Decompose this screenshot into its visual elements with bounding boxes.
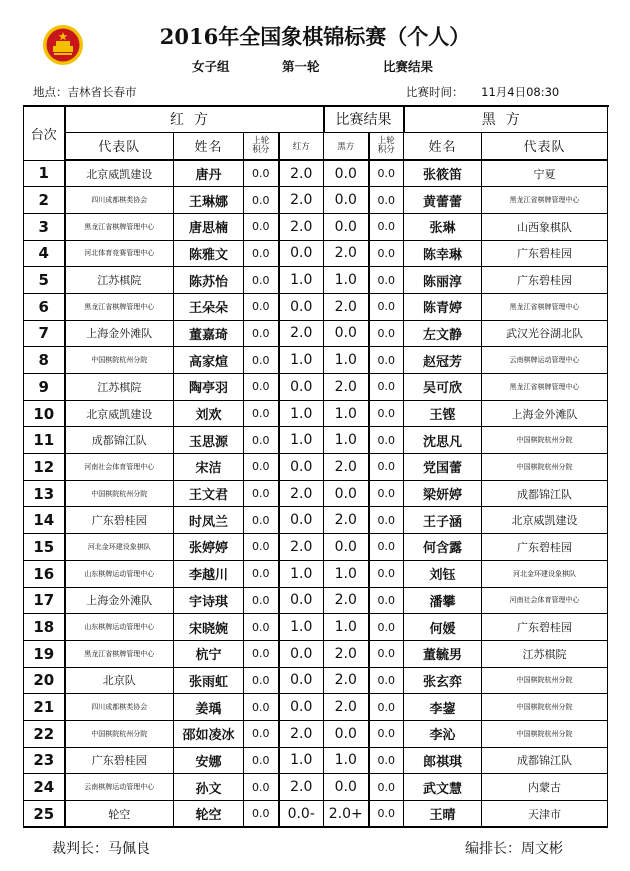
red-player-name: 高家煊 [174, 347, 244, 374]
red-result: 0.0 [279, 374, 324, 401]
red-player-name: 宇诗琪 [174, 587, 244, 614]
black-result: 0.0 [324, 213, 369, 240]
red-player-name: 李越川 [174, 560, 244, 587]
red-prev-score: 0.0 [244, 480, 279, 507]
round-no-header: 台次 [24, 106, 65, 160]
table-row [24, 267, 608, 294]
red-prev-score: 0.0 [244, 667, 279, 694]
black-result: 2.0 [324, 667, 369, 694]
table-row [24, 747, 608, 774]
red-team: 河南社会体育管理中心 [65, 454, 174, 481]
black-team: 河南社会体育管理中心 [482, 587, 608, 614]
table-row [24, 720, 608, 747]
black-player-name: 董毓男 [404, 640, 482, 667]
table-row [24, 160, 608, 187]
table-row [24, 187, 608, 214]
black-prev-score: 0.0 [369, 240, 404, 267]
red-player-name: 张婷婷 [174, 534, 244, 561]
black-prev-score: 0.0 [369, 587, 404, 614]
round-no: 4 [24, 240, 65, 267]
red-team: 四川成都棋类协会 [65, 694, 174, 721]
red-team: 中国棋院杭州分院 [65, 720, 174, 747]
round-no: 13 [24, 480, 65, 507]
red-team: 中国棋院杭州分院 [65, 347, 174, 374]
black-team: 成都锦江队 [482, 480, 608, 507]
black-player-name: 张玄弈 [404, 667, 482, 694]
red-result: 2.0 [279, 213, 324, 240]
black-team: 广东碧桂园 [482, 240, 608, 267]
red-name-header: 姓名 [174, 132, 244, 160]
table-row [24, 614, 608, 641]
black-result: 0.0 [324, 534, 369, 561]
black-prev-score: 0.0 [369, 160, 404, 187]
round-no: 9 [24, 374, 65, 401]
black-player-name: 陈青婷 [404, 293, 482, 320]
red-prev-score: 0.0 [244, 213, 279, 240]
black-prev-score-header: 上轮 积分 [369, 132, 404, 160]
black-result: 2.0 [324, 374, 369, 401]
table-row [24, 213, 608, 240]
red-team: 上海金外滩队 [65, 320, 174, 347]
red-prev-score-header: 上轮 积分 [244, 132, 279, 160]
red-team: 黑龙江省棋牌管理中心 [65, 293, 174, 320]
red-player-name: 邵如凌冰 [174, 720, 244, 747]
table-row [24, 801, 608, 828]
red-player-name: 陈苏怡 [174, 267, 244, 294]
red-team: 黑龙江省棋牌管理中心 [65, 213, 174, 240]
red-prev-score: 0.0 [244, 427, 279, 454]
match-time-label: 比赛时间： [406, 85, 464, 99]
black-team: 上海金外滩队 [482, 400, 608, 427]
black-prev-score: 0.0 [369, 560, 404, 587]
results-table [23, 105, 608, 828]
red-team: 山东棋牌运动管理中心 [65, 614, 174, 641]
red-result: 2.0 [279, 774, 324, 801]
table-row [24, 774, 608, 801]
black-player-name: 陈幸琳 [404, 240, 482, 267]
black-result: 1.0 [324, 400, 369, 427]
red-result: 1.0 [279, 400, 324, 427]
black-player-name: 梁妍婷 [404, 480, 482, 507]
red-prev-score: 0.0 [244, 293, 279, 320]
red-player-name: 陶亭羽 [174, 374, 244, 401]
black-player-name: 郎祺琪 [404, 747, 482, 774]
black-prev-score: 0.0 [369, 480, 404, 507]
black-player-name: 黄蕾蕾 [404, 187, 482, 214]
red-player-name: 张雨虹 [174, 667, 244, 694]
black-prev-score: 0.0 [369, 347, 404, 374]
red-player-name: 杭宁 [174, 640, 244, 667]
black-prev-score: 0.0 [369, 507, 404, 534]
red-team: 上海金外滩队 [65, 587, 174, 614]
red-prev-score: 0.0 [244, 720, 279, 747]
black-team: 成都锦江队 [482, 747, 608, 774]
round-no: 19 [24, 640, 65, 667]
black-result: 2.0 [324, 240, 369, 267]
red-prev-score: 0.0 [244, 694, 279, 721]
red-result: 0.0- [279, 801, 324, 828]
red-team: 河北金环建设象棋队 [65, 534, 174, 561]
round-no: 8 [24, 347, 65, 374]
round-no: 23 [24, 747, 65, 774]
red-prev-score: 0.0 [244, 614, 279, 641]
black-side-header: 黑方 [404, 106, 608, 132]
black-prev-score: 0.0 [369, 454, 404, 481]
red-player-name: 姜瑀 [174, 694, 244, 721]
red-result: 2.0 [279, 160, 324, 187]
round-no: 14 [24, 507, 65, 534]
red-result: 2.0 [279, 187, 324, 214]
result-header: 比赛结果 [324, 106, 404, 132]
round-no: 11 [24, 427, 65, 454]
red-prev-score: 0.0 [244, 774, 279, 801]
red-prev-score: 0.0 [244, 320, 279, 347]
black-team: 河北金环建设象棋队 [482, 560, 608, 587]
black-prev-score: 0.0 [369, 267, 404, 294]
black-result: 1.0 [324, 267, 369, 294]
red-player-name: 轮空 [174, 801, 244, 828]
red-team: 江苏棋院 [65, 267, 174, 294]
round-no: 22 [24, 720, 65, 747]
red-prev-score: 0.0 [244, 160, 279, 187]
black-team: 中国棋院杭州分院 [482, 720, 608, 747]
red-team: 四川成都棋类协会 [65, 187, 174, 214]
black-result: 0.0 [324, 160, 369, 187]
red-team: 河北体育竞赛管理中心 [65, 240, 174, 267]
red-result: 0.0 [279, 454, 324, 481]
round-no: 15 [24, 534, 65, 561]
round-no: 1 [24, 160, 65, 187]
black-team: 中国棋院杭州分院 [482, 667, 608, 694]
black-result: 2.0 [324, 640, 369, 667]
table-row [24, 374, 608, 401]
black-player-name: 武文慧 [404, 774, 482, 801]
black-player-name: 王铿 [404, 400, 482, 427]
red-result: 1.0 [279, 267, 324, 294]
black-result: 0.0 [324, 774, 369, 801]
red-player-name: 王朵朵 [174, 293, 244, 320]
page-title: 2016年全国象棋锦标赛（个人） [159, 24, 471, 49]
red-player-name: 陈雅文 [174, 240, 244, 267]
black-prev-score: 0.0 [369, 213, 404, 240]
header-row-top [24, 106, 608, 132]
red-player-name: 刘欢 [174, 400, 244, 427]
table-row [24, 240, 608, 267]
black-player-name: 潘攀 [404, 587, 482, 614]
red-prev-score: 0.0 [244, 454, 279, 481]
table-row [24, 587, 608, 614]
table-row [24, 480, 608, 507]
round-no: 24 [24, 774, 65, 801]
group-label: 女子组 [192, 59, 230, 74]
red-prev-score: 0.0 [244, 240, 279, 267]
black-name-header: 姓名 [404, 132, 482, 160]
black-score-header: 黑方 [324, 132, 369, 160]
black-team: 中国棋院杭州分院 [482, 427, 608, 454]
red-team: 成都锦江队 [65, 427, 174, 454]
black-player-name: 吴可欣 [404, 374, 482, 401]
black-result: 2.0 [324, 694, 369, 721]
black-prev-score: 0.0 [369, 187, 404, 214]
black-player-name: 陈丽淳 [404, 267, 482, 294]
table-row [24, 507, 608, 534]
black-result: 0.0 [324, 720, 369, 747]
red-result: 1.0 [279, 560, 324, 587]
black-team: 中国棋院杭州分院 [482, 694, 608, 721]
black-prev-score: 0.0 [369, 427, 404, 454]
red-result: 2.0 [279, 480, 324, 507]
black-player-name: 张筱笛 [404, 160, 482, 187]
chief-referee: 裁判长：马佩良 [52, 841, 150, 857]
round-no: 25 [24, 801, 65, 828]
red-team: 中国棋院杭州分院 [65, 480, 174, 507]
round-no: 3 [24, 213, 65, 240]
table-row [24, 694, 608, 721]
red-prev-score: 0.0 [244, 587, 279, 614]
black-player-name: 王晴 [404, 801, 482, 828]
round-no: 5 [24, 267, 65, 294]
round-no: 2 [24, 187, 65, 214]
red-result: 0.0 [279, 240, 324, 267]
red-player-name: 宋晓婉 [174, 614, 244, 641]
black-team-header: 代表队 [482, 132, 608, 160]
match-time [406, 84, 559, 100]
black-result: 2.0 [324, 587, 369, 614]
round-no: 17 [24, 587, 65, 614]
black-team: 广东碧桂园 [482, 534, 608, 561]
round-label: 第一轮 [282, 59, 320, 74]
red-side-header: 红方 [65, 106, 324, 132]
red-result: 2.0 [279, 320, 324, 347]
black-player-name: 何媛 [404, 614, 482, 641]
red-team: 云南棋牌运动管理中心 [65, 774, 174, 801]
red-prev-score: 0.0 [244, 640, 279, 667]
red-team: 广东碧桂园 [65, 507, 174, 534]
red-player-name: 玉思源 [174, 427, 244, 454]
red-result: 0.0 [279, 293, 324, 320]
table-row [24, 427, 608, 454]
table-row [24, 320, 608, 347]
red-team: 北京威凯建设 [65, 400, 174, 427]
black-team: 广东碧桂园 [482, 267, 608, 294]
results-body [24, 160, 608, 827]
black-prev-score: 0.0 [369, 320, 404, 347]
black-player-name: 刘钰 [404, 560, 482, 587]
red-team: 黑龙江省棋牌管理中心 [65, 640, 174, 667]
black-result: 0.0 [324, 187, 369, 214]
table-row [24, 560, 608, 587]
table-row [24, 534, 608, 561]
red-player-name: 孙文 [174, 774, 244, 801]
black-player-name: 左文静 [404, 320, 482, 347]
red-player-name: 唐思楠 [174, 213, 244, 240]
header-row-bottom [24, 132, 608, 160]
red-result: 1.0 [279, 747, 324, 774]
black-result: 2.0 [324, 507, 369, 534]
black-team: 江苏棋院 [482, 640, 608, 667]
red-team: 江苏棋院 [65, 374, 174, 401]
red-player-name: 王文君 [174, 480, 244, 507]
black-result: 0.0 [324, 320, 369, 347]
result-label: 比赛结果 [383, 59, 434, 74]
round-no: 21 [24, 694, 65, 721]
black-team: 黑龙江省棋牌管理中心 [482, 374, 608, 401]
black-prev-score: 0.0 [369, 747, 404, 774]
black-team: 北京威凯建设 [482, 507, 608, 534]
black-team: 云南棋牌运动管理中心 [482, 347, 608, 374]
round-no: 20 [24, 667, 65, 694]
table-row [24, 454, 608, 481]
red-team: 轮空 [65, 801, 174, 828]
black-result: 2.0+ [324, 801, 369, 828]
black-prev-score: 0.0 [369, 667, 404, 694]
red-result: 0.0 [279, 694, 324, 721]
black-team: 山西象棋队 [482, 213, 608, 240]
round-no: 12 [24, 454, 65, 481]
table-row [24, 400, 608, 427]
table-row [24, 293, 608, 320]
black-player-name: 王子涵 [404, 507, 482, 534]
red-result: 1.0 [279, 347, 324, 374]
red-team: 广东碧桂园 [65, 747, 174, 774]
venue-text: 地点：吉林省长春市 [33, 85, 137, 99]
red-prev-score: 0.0 [244, 560, 279, 587]
black-result: 1.0 [324, 614, 369, 641]
black-prev-score: 0.0 [369, 534, 404, 561]
black-team: 宁夏 [482, 160, 608, 187]
black-result: 1.0 [324, 560, 369, 587]
red-player-name: 唐丹 [174, 160, 244, 187]
red-player-name: 董嘉琦 [174, 320, 244, 347]
red-prev-score: 0.0 [244, 747, 279, 774]
chief-arbiter: 编排长：周文彬 [465, 841, 563, 857]
red-prev-score: 0.0 [244, 507, 279, 534]
table-row [24, 667, 608, 694]
round-no: 16 [24, 560, 65, 587]
black-result: 2.0 [324, 454, 369, 481]
black-player-name: 何含露 [404, 534, 482, 561]
black-player-name: 张琳 [404, 213, 482, 240]
red-result: 0.0 [279, 640, 324, 667]
red-player-name: 安娜 [174, 747, 244, 774]
black-prev-score: 0.0 [369, 640, 404, 667]
round-no: 10 [24, 400, 65, 427]
black-team: 内蒙古 [482, 774, 608, 801]
red-result: 2.0 [279, 534, 324, 561]
red-prev-score: 0.0 [244, 347, 279, 374]
black-prev-score: 0.0 [369, 400, 404, 427]
red-result: 0.0 [279, 507, 324, 534]
black-team: 武汉光谷湖北队 [482, 320, 608, 347]
black-result: 0.0 [324, 480, 369, 507]
round-no: 7 [24, 320, 65, 347]
red-result: 1.0 [279, 614, 324, 641]
black-player-name: 沈思凡 [404, 427, 482, 454]
black-prev-score: 0.0 [369, 720, 404, 747]
black-prev-score: 0.0 [369, 801, 404, 828]
black-team: 中国棋院杭州分院 [482, 454, 608, 481]
red-team: 北京威凯建设 [65, 160, 174, 187]
black-team: 天津市 [482, 801, 608, 828]
red-result: 2.0 [279, 720, 324, 747]
black-player-name: 党国蕾 [404, 454, 482, 481]
red-score-header: 红方 [279, 132, 324, 160]
red-prev-score: 0.0 [244, 534, 279, 561]
red-team: 北京队 [65, 667, 174, 694]
red-prev-score: 0.0 [244, 374, 279, 401]
black-prev-score: 0.0 [369, 374, 404, 401]
black-result: 2.0 [324, 293, 369, 320]
red-prev-score: 0.0 [244, 400, 279, 427]
red-prev-score: 0.0 [244, 187, 279, 214]
table-row [24, 347, 608, 374]
black-prev-score: 0.0 [369, 614, 404, 641]
round-no: 18 [24, 614, 65, 641]
red-prev-score: 0.0 [244, 267, 279, 294]
black-player-name: 李沁 [404, 720, 482, 747]
red-player-name: 时凤兰 [174, 507, 244, 534]
red-team: 山东棋牌运动管理中心 [65, 560, 174, 587]
red-player-name: 王琳娜 [174, 187, 244, 214]
red-result: 0.0 [279, 667, 324, 694]
black-result: 1.0 [324, 427, 369, 454]
red-result: 0.0 [279, 587, 324, 614]
red-result: 1.0 [279, 427, 324, 454]
black-prev-score: 0.0 [369, 694, 404, 721]
red-player-name: 宋洁 [174, 454, 244, 481]
black-prev-score: 0.0 [369, 774, 404, 801]
black-player-name: 李鋆 [404, 694, 482, 721]
black-result: 1.0 [324, 747, 369, 774]
match-time-value: 11月4日08:30 [481, 85, 560, 99]
red-team-header: 代表队 [65, 132, 174, 160]
black-team: 黑龙江省棋牌管理中心 [482, 187, 608, 214]
black-result: 1.0 [324, 347, 369, 374]
table-row [24, 640, 608, 667]
black-team: 广东碧桂园 [482, 614, 608, 641]
black-player-name: 赵冠芳 [404, 347, 482, 374]
red-prev-score: 0.0 [244, 801, 279, 828]
black-team: 黑龙江省棋牌管理中心 [482, 293, 608, 320]
round-no: 6 [24, 293, 65, 320]
black-prev-score: 0.0 [369, 293, 404, 320]
